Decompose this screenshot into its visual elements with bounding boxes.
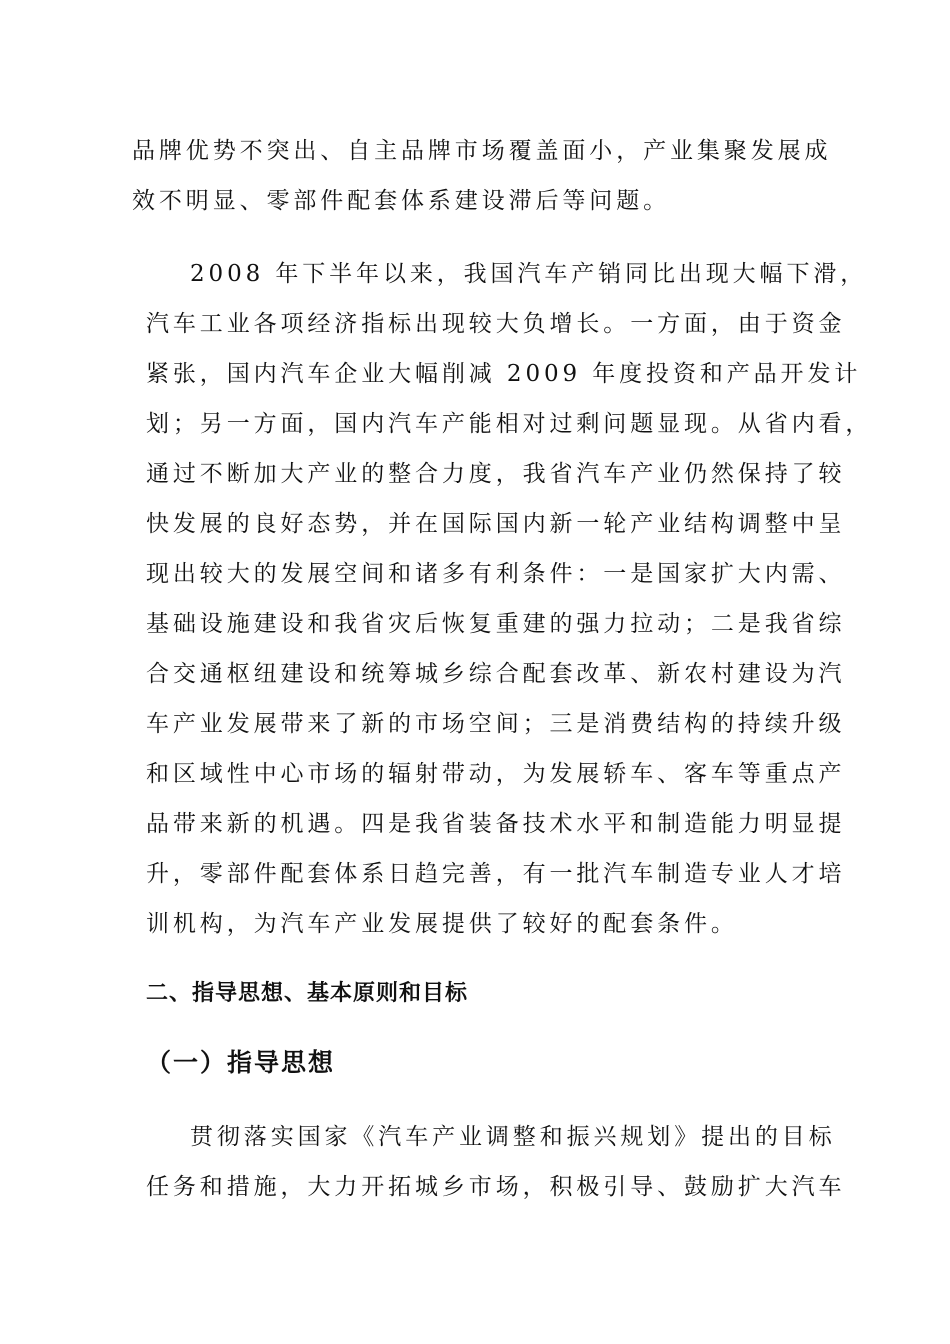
paragraph2-line-4: 划；另一方面，国内汽车产能相对过剩问题显现。从省内看， xyxy=(146,411,873,437)
paragraph2-line-13: 升，零部件配套体系日趋完善，有一批汽车制造专业人才培 xyxy=(146,861,846,887)
paragraph2-line-8: 基础设施建设和我省灾后恢复重建的强力拉动；二是我省综 xyxy=(146,611,846,637)
paragraph2-line-9: 合交通枢纽建设和统筹城乡综合配套改革、新农村建设为汽 xyxy=(146,661,846,687)
intro-line-2: 效不明显、零部件配套体系建设滞后等问题。 xyxy=(132,188,670,214)
paragraph2-line-10: 车产业发展带来了新的市场空间；三是消费结构的持续升级 xyxy=(146,711,846,737)
section-heading: 二、指导思想、基本原则和目标 xyxy=(146,981,469,1006)
paragraph2-line-6: 快发展的良好态势，并在国际国内新一轮产业结构调整中呈 xyxy=(146,511,846,537)
intro-line-1: 品牌优势不突出、自主品牌市场覆盖面小，产业集聚发展成 xyxy=(132,138,832,164)
paragraph3-line-1: 贯彻落实国家《汽车产业调整和振兴规划》提出的目标 xyxy=(190,1124,836,1150)
subsection-heading: （一）指导思想 xyxy=(146,1048,336,1077)
paragraph2-line-2: 汽车工业各项经济指标出现较大负增长。一方面，由于资金 xyxy=(146,311,846,337)
paragraph2-line-3: 紧张，国内汽车企业大幅削减 2009 年度投资和产品开发计 xyxy=(146,361,862,387)
paragraph2-line-11: 和区域性中心市场的辐射带动，为发展轿车、客车等重点产 xyxy=(146,761,846,787)
paragraph2-line-5: 通过不断加大产业的整合力度，我省汽车产业仍然保持了较 xyxy=(146,461,846,487)
paragraph2-line-14: 训机构，为汽车产业发展提供了较好的配套条件。 xyxy=(146,911,738,937)
paragraph3-line-2: 任务和措施，大力开拓城乡市场，积极引导、鼓励扩大汽车 xyxy=(146,1174,846,1200)
paragraph2-line-1: 2008 年下半年以来，我国汽车产销同比出现大幅下滑， xyxy=(190,261,868,287)
paragraph2-line-7: 现出较大的发展空间和诸多有利条件：一是国家扩大内需、 xyxy=(146,561,846,587)
paragraph2-line-12: 品带来新的机遇。四是我省装备技术水平和制造能力明显提 xyxy=(146,811,846,837)
